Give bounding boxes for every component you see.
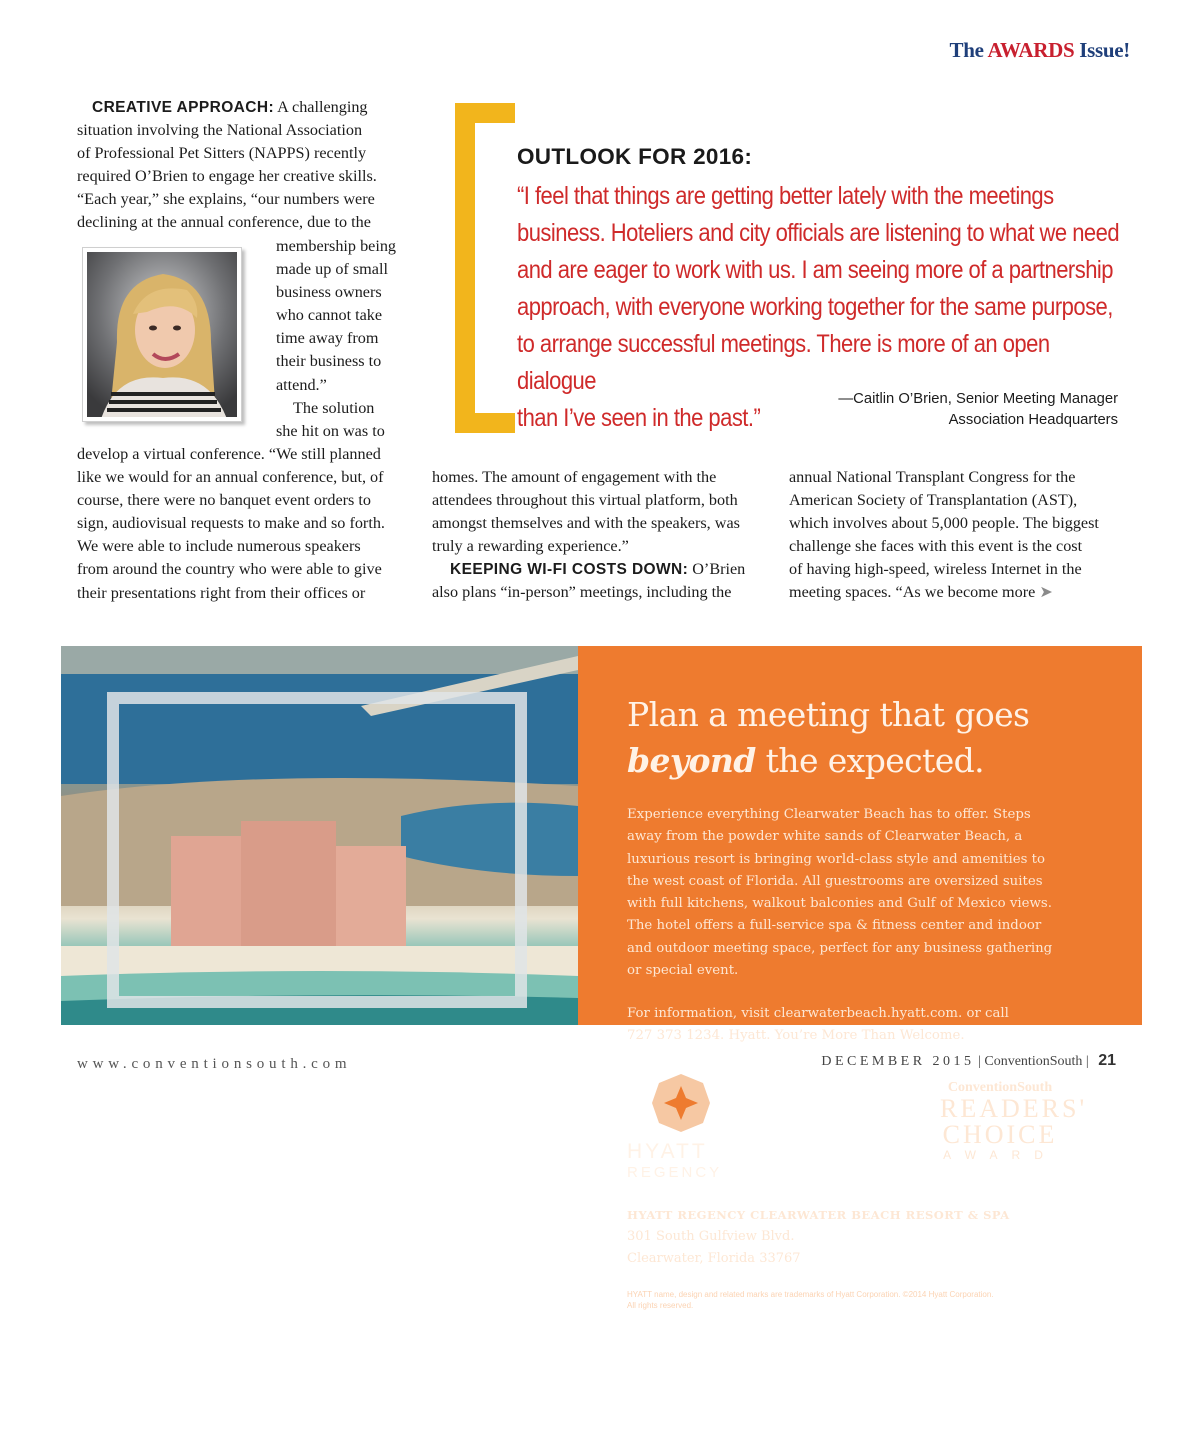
article-column-2 [432, 466, 777, 605]
portrait-illustration [87, 252, 237, 417]
quote-line: to arrange successful meetings. There is more of an open dialogue [517, 330, 1050, 395]
hyatt-wordmark: HYATT [627, 1140, 708, 1163]
ad-body-line: or special event. [627, 963, 739, 979]
col1-line: from around the country who were able to give [77, 560, 382, 579]
col3-line: meeting spaces. “As we become more [789, 583, 1036, 602]
ad-headline-line-1: Plan a meeting that goes [627, 695, 1030, 734]
article-column-1-bottom [77, 443, 422, 605]
lead-keeping-wifi: KEEPING WI-FI COSTS DOWN: [450, 561, 689, 579]
award-publisher: ConventionSouth [947, 1080, 1053, 1095]
col1-wrap-line: made up of small [276, 260, 388, 279]
quote-line: and are eager to work with us. I am seeing more of a partnership [517, 256, 1113, 284]
col1-line: “Each year,” she explains, “our numbers were [77, 190, 375, 209]
fine-print-line: HYATT name, design and related marks are trademarks of Hyatt Corporation. ©2014 Hyatt Corporation. [627, 1290, 994, 1299]
col1-line: of Professional Pet Sitters (NAPPS) recently [77, 144, 367, 163]
address-street: 301 South Gulfview Blvd. [627, 1229, 795, 1244]
ad-photo [61, 646, 578, 1025]
award-label: AWARD [943, 1148, 1057, 1162]
issue-header [950, 38, 1130, 63]
header-the: The [949, 38, 984, 62]
col1-line: develop a virtual conference. “We still planned [77, 445, 381, 463]
col1-wrap-line: attend.” [276, 375, 327, 394]
footer-separator: | [1085, 1054, 1089, 1069]
col1-line: situation involving the National Association [77, 121, 363, 140]
page-number: 21 [1098, 1052, 1116, 1069]
ad-contact-info [627, 1003, 1097, 1048]
ad-body-line: Experience everything Clearwater Beach has to offer. Steps [627, 807, 1031, 822]
ad-headline-line-2: the expected. [755, 741, 985, 780]
article-column-1 [77, 96, 417, 235]
col1-line: We were able to include numerous speakers [77, 537, 361, 556]
pullquote-bracket [455, 103, 515, 433]
col1-wrap-line: their business to [276, 352, 382, 371]
continue-arrow-icon: ➤ [1039, 583, 1053, 602]
readers-choice-award [940, 1080, 1088, 1162]
ad-body-line: away from the powder white sands of Clearwater Beach, a [627, 829, 1023, 845]
col1-line: their presentations right from their offices or [77, 583, 366, 602]
article-column-3 [789, 466, 1134, 605]
award-readers: READERS' [940, 1094, 1088, 1123]
ad-body-line: luxurious resort is bringing world-class style and amenities to [627, 851, 1045, 867]
col1-wrap-line: she hit on was to [276, 421, 385, 440]
ad-info-line: 727 373 1234. Hyatt. You’re More Than Welcome. [627, 1028, 965, 1044]
regency-wordmark: REGENCY [627, 1164, 723, 1181]
lead-creative-approach: CREATIVE APPROACH: [92, 99, 275, 116]
col1-wrap-line: who cannot take [276, 306, 383, 325]
col2-line: attendees throughout this virtual platform, both [432, 491, 738, 510]
col1-line: sign, audiovisual requests to make and so forth. [77, 514, 385, 533]
article-wrap-text [276, 235, 426, 443]
ad-body-line: and outdoor meeting space, perfect for any business gathering [627, 940, 1053, 956]
col1-line: required O’Brien to engage her creative skills. [77, 167, 377, 186]
quote-line: approach, with everyone working together for the same purpose, [517, 293, 1113, 321]
portrait-photo [82, 247, 242, 422]
col1-wrap-line: time away from [276, 329, 379, 348]
quote-line: business. Hoteliers and city officials are listening to what we need [517, 219, 1120, 247]
ad-aerial-illustration [61, 646, 578, 1025]
hyatt-logo-icon [650, 1072, 712, 1134]
ad-info-line: For information, visit clearwaterbeach.hyatt.com. or call [627, 1006, 1009, 1021]
footer-magazine: ConventionSouth [984, 1054, 1083, 1069]
col3-line: challenge she faces with this event is the cost [789, 537, 1083, 556]
col2-line: also plans “in-person” meetings, including the [432, 583, 732, 602]
col3-line: annual National Transplant Congress for the [789, 468, 1076, 486]
col1-line: like we would for an annual conference, but, of [77, 468, 384, 487]
ad-headline [627, 692, 1029, 784]
attribution-org: Association Headquarters [948, 412, 1118, 428]
col2-line: homes. The amount of engagement with the [432, 468, 717, 486]
col2-line: truly a rewarding experience.” [432, 537, 629, 556]
portrait-image [87, 252, 237, 417]
ad-body-line: with full kitchens, walkout balconies and Gulf of Mexico views. [627, 896, 1052, 912]
footer-separator: | [978, 1054, 981, 1069]
pullquote-attribution [838, 389, 1118, 431]
award-choice: CHOICE [942, 1120, 1058, 1149]
ad-fine-print [627, 1289, 1027, 1311]
col1-line: course, there were no banquet event orders to [77, 491, 371, 510]
col1-line: declining at the annual conference, due to the [77, 213, 371, 232]
pullquote-title: OUTLOOK FOR 2016: [517, 144, 753, 169]
header-issue: Issue! [1079, 38, 1130, 62]
col2-line: O’Brien [688, 560, 746, 579]
col3-line: of having high-speed, wireless Internet in the [789, 560, 1082, 579]
col1-line: A challenging [274, 98, 368, 116]
quote-line: “I feel that things are getting better lately with the meetings [517, 182, 1054, 210]
resort-address [627, 1226, 801, 1270]
quote-line: than I’ve seen in the past.” [517, 404, 761, 432]
ad-headline-emphasis: beyond [627, 741, 756, 780]
col3-line: which involves about 5,000 people. The biggest [789, 514, 1099, 533]
address-city: Clearwater, Florida 33767 [627, 1251, 801, 1266]
attribution-name: —Caitlin O’Brien, Senior Meeting Manager [838, 391, 1118, 407]
footer-url: www.conventionsouth.com [77, 1056, 352, 1072]
ad-body [627, 804, 1087, 982]
col1-wrap-line: business owners [276, 283, 382, 302]
footer-info [821, 1052, 1116, 1070]
fine-print-line: All rights reserved. [627, 1301, 694, 1310]
ad-body-line: the west coast of Florida. All guestrooms are oversized suites [627, 873, 1043, 889]
col2-line: amongst themselves and with the speakers, was [432, 514, 740, 533]
ad-body-line: The hotel offers a full-service spa & fitness center and indoor [627, 918, 1042, 934]
resort-name: HYATT REGENCY CLEARWATER BEACH RESORT & SPA [627, 1208, 1010, 1222]
footer-date: DECEMBER 2015 [821, 1054, 975, 1069]
col3-line: American Society of Transplantation (AST), [789, 491, 1078, 510]
col1-wrap-line: membership being [276, 237, 397, 255]
col1-wrap-line: The solution [293, 398, 375, 417]
header-awards: AWARDS [987, 38, 1075, 62]
